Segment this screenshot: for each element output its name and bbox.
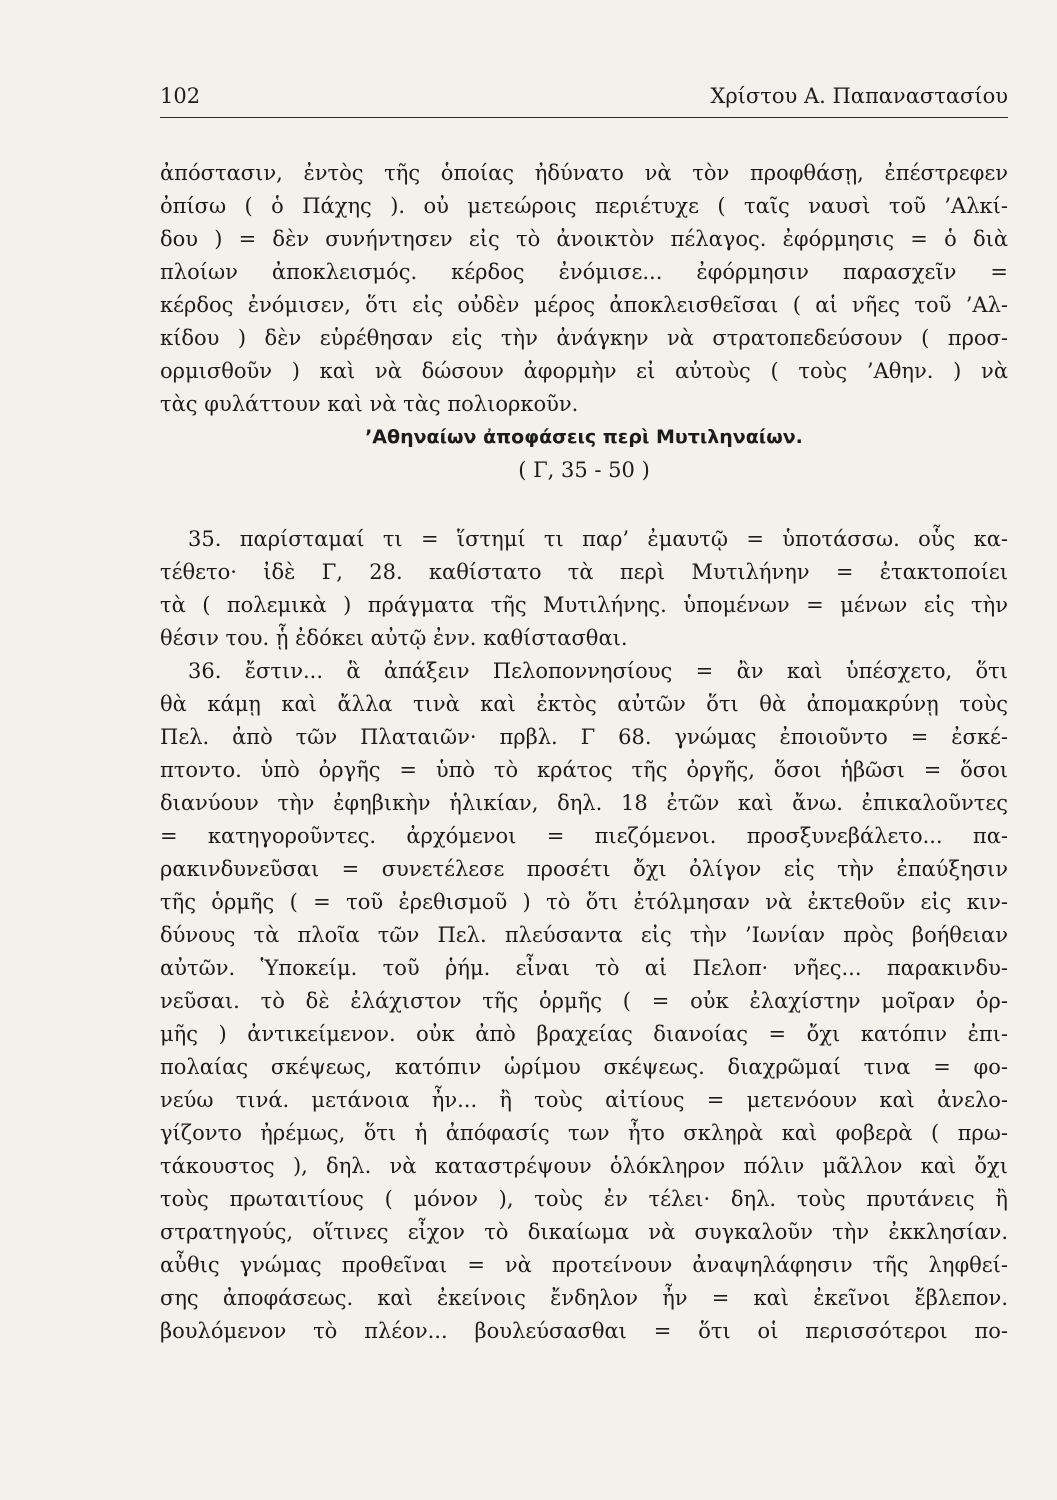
text-line: Πελ. ἀπὸ τῶν Πλαταιῶν· πρβλ. Γ 68. γνώμας ἐποιοῦντο = ἐσκέ- [160,725,1008,749]
text-line: τέθετο· ἰδὲ Γ, 28. καθίστατο τὰ περὶ Μυτιλήνην = ἐτακτοποίει [160,560,1008,584]
text-line: 36. ἔστιν... ἃ ἀπάξειν Πελοποννησίους = ἂν καὶ ὑπέσχετο, ὅτι [188,659,1008,683]
page-header [160,84,1008,114]
text-line: αὖθις γνώμας προθεῖναι = νὰ προτείνουν ἀναψηλάφησιν τῆς ληφθεί- [160,1253,1008,1277]
text-line: ορμισθοῦν ) καὶ νὰ δώσουν ἀφορμὴν εἰ αὐτοὺς ( τοὺς ’Αθην. ) νὰ [160,359,1008,383]
text-line: ρακινδυνεῦσαι = συνετέλεσε προσέτι ὄχι ὀλίγον εἰς τὴν ἐπαύξησιν [160,857,1008,881]
text-line: αὐτῶν. Ὑποκείμ. τοῦ ῥήμ. εἶναι τὸ αἱ Πελοπ· νῆες... παρακινδυ- [160,956,1008,980]
text-line: τῆς ὁρμῆς ( = τοῦ ἐρεθισμοῦ ) τὸ ὅτι ἐτόλμησαν νὰ ἐκτεθοῦν εἰς κιν- [160,890,1008,914]
text-line: σης ἀποφάσεως. καὶ ἐκείνοις ἔνδηλον ἦν = καὶ ἐκεῖνοι ἔβλεπον. [160,1286,1008,1310]
spacer [160,487,1008,523]
text-line: νεῦσαι. τὸ δὲ ἐλάχιστον τῆς ὁρμῆς ( = οὐκ ἐλαχίστην μοῖραν ὁρ- [160,989,1008,1013]
text-line: νεύω τινά. μετάνοια ἦν... ἢ τοὺς αἰτίους = μετενόουν καὶ ἀνελο- [160,1088,1008,1112]
text-line: μῆς ) ἀντικείμενον. οὐκ ἀπὸ βραχείας διανοίας = ὄχι κατόπιν ἐπι- [160,1022,1008,1046]
section-title: ’Αθηναίων ἀποφάσεις περὶ Μυτιληναίων. [365,426,803,448]
text-line: βουλόμενον τὸ πλέον... βουλεύσασθαι = ὅτι οἱ περισσότεροι πο- [160,1319,1008,1343]
text-line: δύνους τὰ πλοῖα τῶν Πελ. πλεύσαντα εἰς τὴν ’Ιωνίαν πρὸς βοήθειαν [160,923,1008,947]
text-line: τὰς φυλάττουν καὶ νὰ τὰς πολιορκοῦν. [160,392,579,416]
commentary-body [160,157,1008,1348]
text-line: τάκουστος ), δηλ. νὰ καταστρέψουν ὁλόκληρον πόλιν μᾶλλον καὶ ὄχι [160,1154,1008,1178]
header-rule [160,117,1008,118]
page-number: 102 [160,84,201,108]
text-line: ὀπίσω ( ὁ Πάχης ). οὐ μετεώροις περιέτυχε ( ταῖς ναυσὶ τοῦ ’Αλκί- [160,194,1008,218]
text-line: κίδου ) δὲν εὑρέθησαν εἰς τὴν ἀνάγκην νὰ στρατοπεδεύσουν ( προσ- [160,326,1008,350]
running-head: Χρίστου Α. Παπαναστασίου [710,84,1008,108]
text-line: τὰ ( πολεμικὰ ) πράγματα τῆς Μυτιλήνης. ὑπομένων = μένων εἰς τὴν [160,593,1008,617]
text-line: κέρδος ἐνόμισεν, ὅτι εἰς οὐδὲν μέρος ἀποκλεισθεῖσαι ( αἱ νῆες τοῦ ’Αλ- [160,293,1008,317]
text-line: τοὺς πρωταιτίους ( μόνον ), τοὺς ἐν τέλει· δηλ. τοὺς πρυτάνεις ἢ [160,1187,1008,1211]
text-line: πτοντο. ὑπὸ ὀργῆς = ὑπὸ τὸ κράτος τῆς ὀργῆς, ὅσοι ἡβῶσι = ὅσοι [160,758,1008,782]
text-line: διανύουν τὴν ἐφηβικὴν ἡλικίαν, δηλ. 18 ἐτῶν καὶ ἄνω. ἐπικαλοῦντες [160,791,1008,815]
text-line: 35. παρίσταμαί τι = ἵστημί τι παρ’ ἐμαυτῷ = ὑποτάσσω. οὗς κα- [188,527,1008,551]
text-line: θὰ κάμῃ καὶ ἄλλα τινὰ καὶ ἐκτὸς αὐτῶν ὅτι θὰ ἀπομακρύνῃ τοὺς [160,692,1008,716]
text-line: = κατηγοροῦντες. ἀρχόμενοι = πιεζόμενοι. προσξυνεβάλετο... πα- [160,824,1008,848]
text-line: ἀπόστασιν, ἐντὸς τῆς ὁποίας ἠδύνατο νὰ τὸν προφθάσῃ, ἐπέστρεφεν [160,161,1008,185]
text-line: θέσιν του. ᾗ ἐδόκει αὐτῷ ἐνν. καθίστασθαι. [160,626,628,650]
text-line: γίζοντο ἠρέμως, ὅτι ἡ ἀπόφασίς των ἦτο σκληρὰ καὶ φοβερὰ ( πρω- [160,1121,1008,1145]
text-line: πολαίας σκέψεως, κατόπιν ὡρίμου σκέψεως. διαχρῶμαί τινα = φο- [160,1055,1008,1079]
text-line: πλοίων ἀποκλεισμός. κέρδος ἐνόμισε... ἐφόρμησιν παρασχεῖν = [160,260,1008,284]
text-line: στρατηγούς, οἵτινες εἶχον τὸ δικαίωμα νὰ συγκαλοῦν τὴν ἐκκλησίαν. [160,1220,1008,1244]
section-reference: ( Γ, 35 - 50 ) [518,458,650,482]
text-line: δου ) = δὲν συνήντησεν εἰς τὸ ἀνοικτὸν πέλαγος. ἐφόρμησις = ὁ διὰ [160,227,1008,251]
